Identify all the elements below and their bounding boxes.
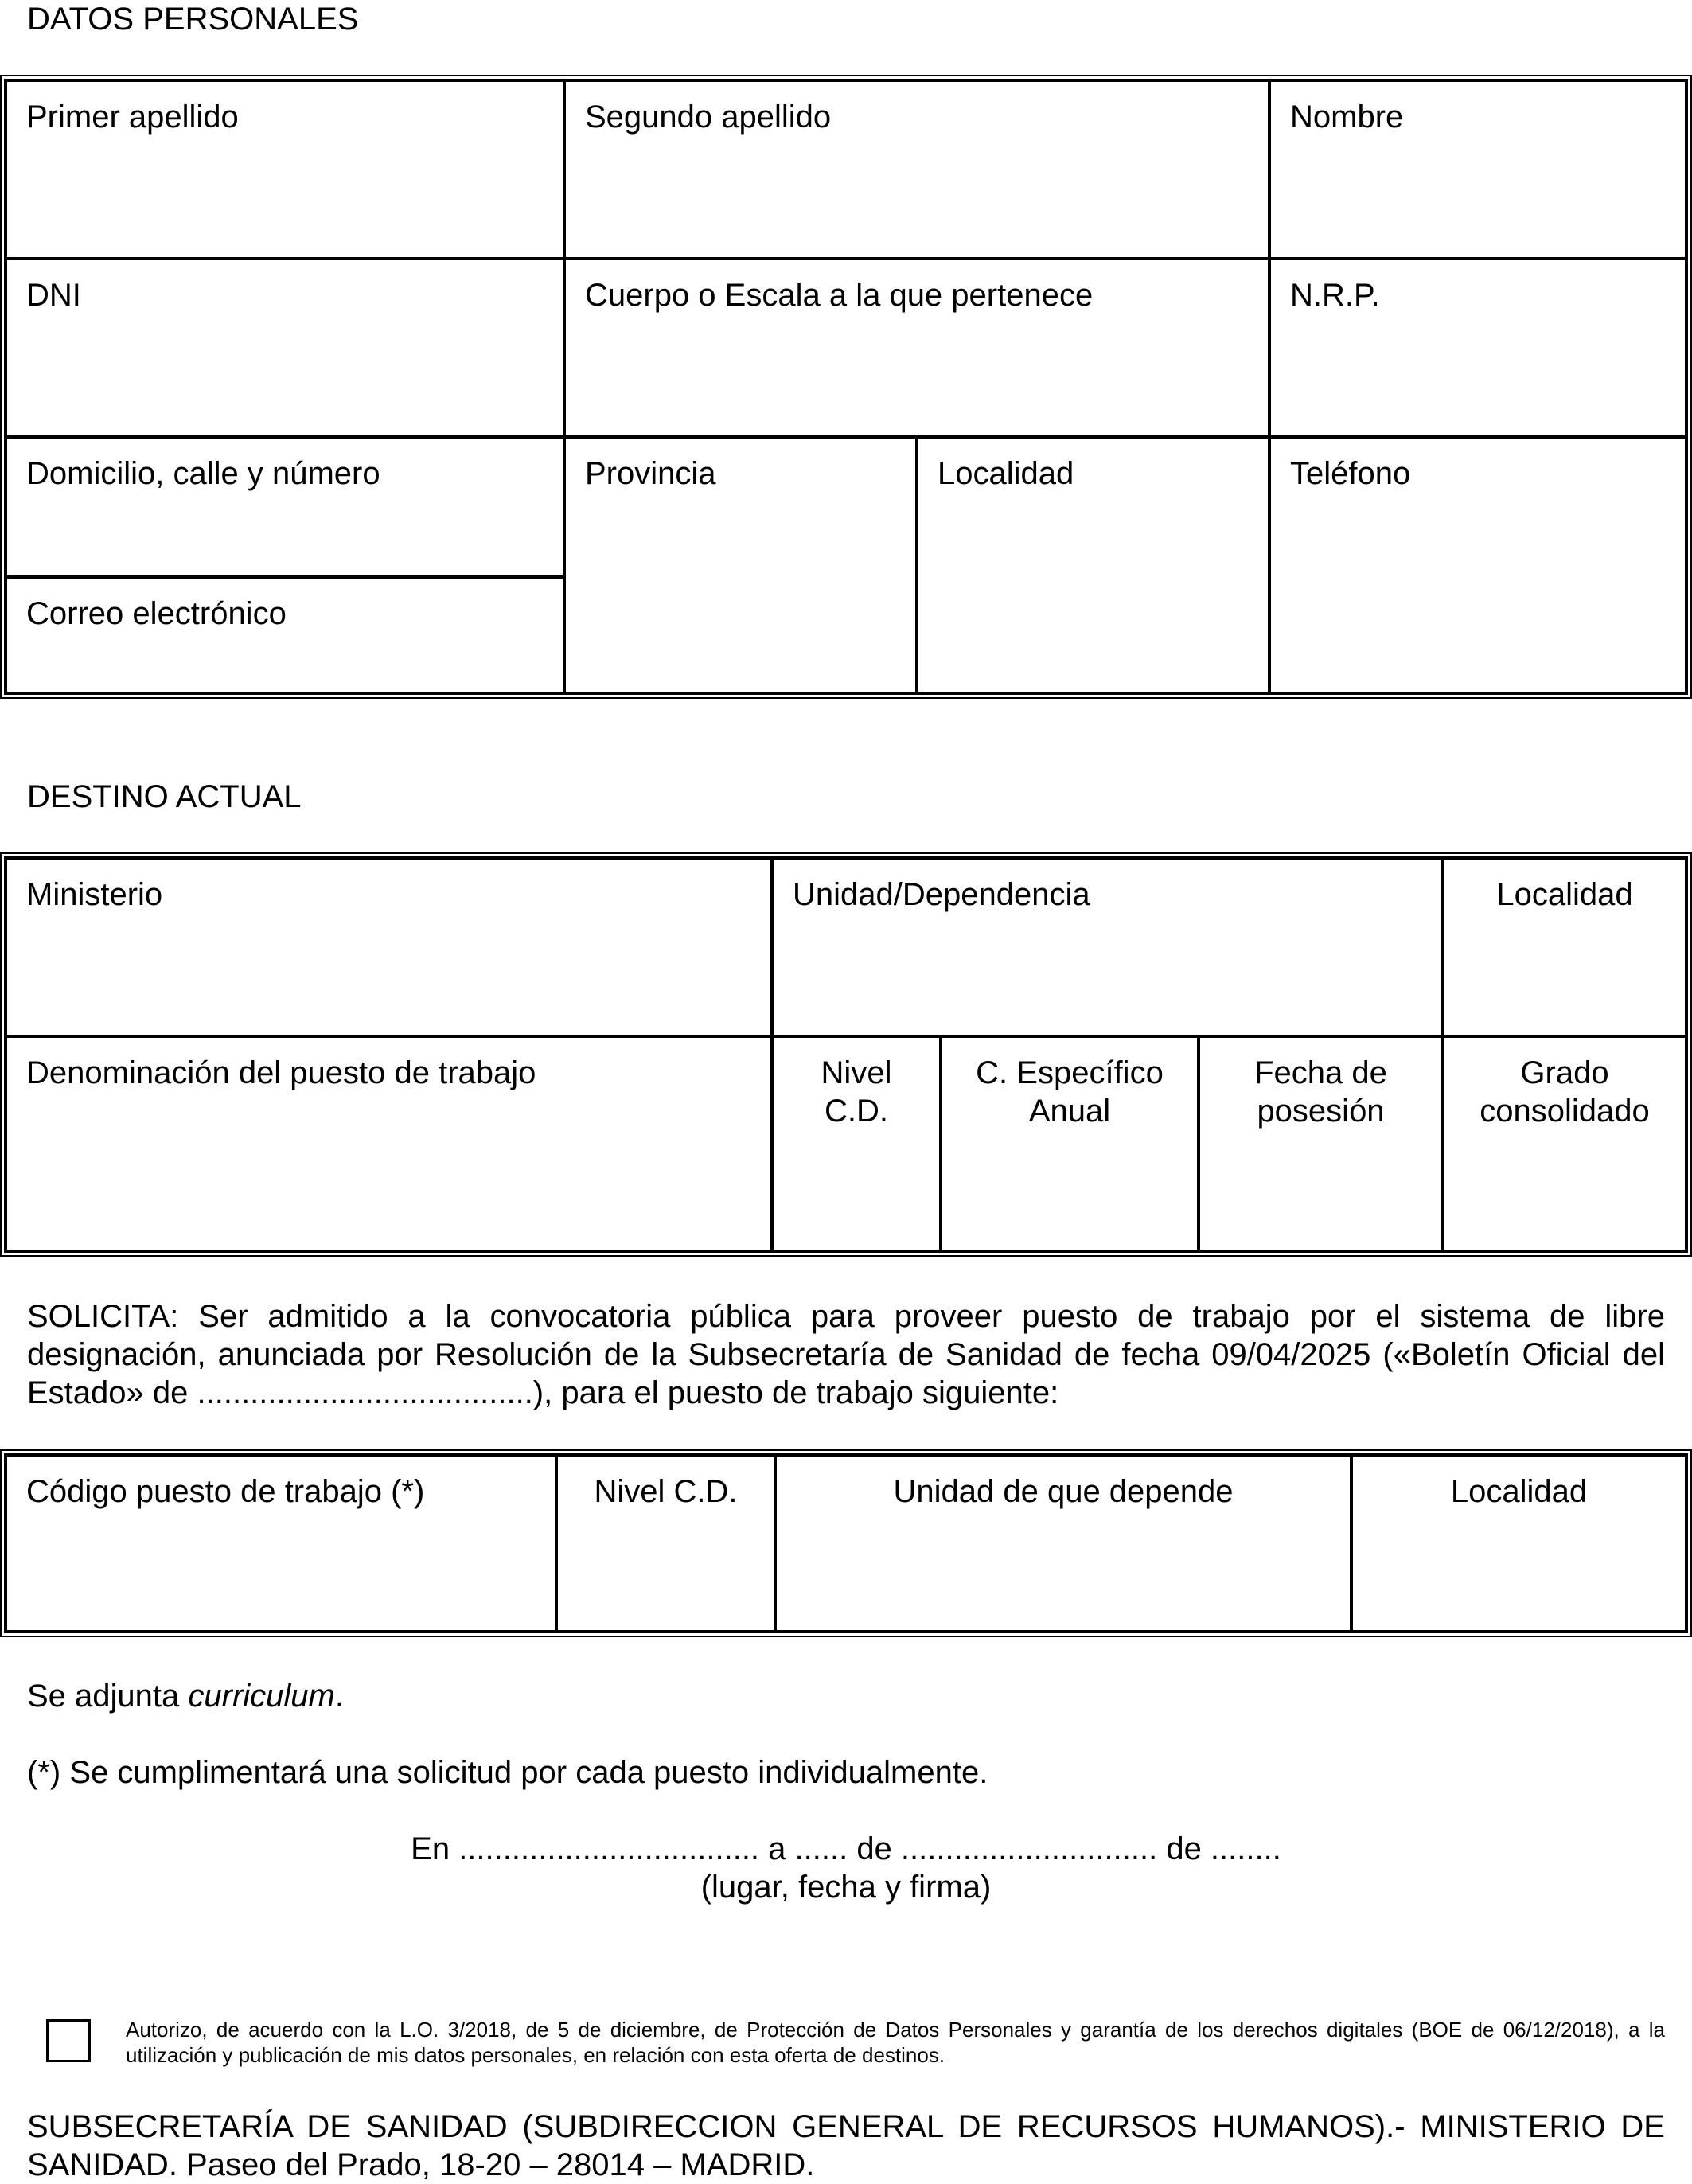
signature-caption: (lugar, fecha y firma): [700, 1870, 992, 1905]
unidad-depende-field[interactable]: [775, 1455, 1351, 1632]
consent-text: Autorizo, de acuerdo con la L.O. 3/2018, de 5 de diciembre, de Protección de Datos Personales y garantía de los derechos digitales (BOE de 06/12/2018), a la utilización y publicación de mis datos personales, en relación con esta oferta de destinos.: [126, 2018, 1665, 2067]
dni-field[interactable]: [6, 259, 564, 437]
cuerpo-escala-label: Cuerpo o Escala a la que pertenece: [585, 278, 1094, 313]
nombre-field[interactable]: [1269, 80, 1686, 259]
primer-apellido-label: Primer apellido: [26, 99, 239, 135]
fecha-posesion-label-line2: posesión: [1257, 1094, 1385, 1129]
ministerio-field[interactable]: [6, 858, 772, 1036]
asterisk-note: (*) Se cumplimentará una solicitud por cada puesto individualmente.: [27, 1755, 988, 1790]
puesto-nivel-cd-field[interactable]: [556, 1455, 775, 1632]
puesto-localidad-field[interactable]: [1351, 1455, 1686, 1632]
domicilio-label: Domicilio, calle y número: [26, 456, 380, 491]
curriculum-note-prefix: Se adjunta: [27, 1679, 189, 1714]
especifico-label-line2: Anual: [1028, 1094, 1111, 1129]
nivel-cd-label-line1: Nivel: [821, 1055, 892, 1090]
personal-data-table: [0, 75, 1692, 699]
especifico-anual-field[interactable]: [941, 1036, 1199, 1251]
denominacion-field[interactable]: [6, 1036, 772, 1251]
curriculum-note-italic: curriculum: [188, 1679, 335, 1714]
puesto-nivel-cd-label: Nivel C.D.: [594, 1474, 738, 1509]
personal-data-heading: DATOS PERSONALES: [27, 2, 359, 37]
correo-label: Correo electrónico: [26, 596, 287, 631]
signature-line: En .................................. a ...... de ............................. de ........: [411, 1831, 1281, 1866]
provincia-label: Provincia: [585, 456, 716, 491]
requested-post-table: [0, 1449, 1692, 1637]
localidad-field[interactable]: [917, 437, 1269, 693]
segundo-apellido-field[interactable]: [564, 80, 1269, 259]
fecha-posesion-label-line1: Fecha de: [1254, 1055, 1387, 1090]
segundo-apellido-label: Segundo apellido: [585, 99, 832, 135]
correo-field[interactable]: [6, 577, 564, 693]
localidad-label: Localidad: [938, 456, 1074, 491]
nivel-cd-field[interactable]: [772, 1036, 941, 1251]
grado-consolidado-field[interactable]: [1443, 1036, 1686, 1251]
unidad-dependencia-field[interactable]: [772, 858, 1443, 1036]
nrp-field[interactable]: [1269, 259, 1686, 437]
curriculum-note: [27, 1677, 1665, 1715]
telefono-label: Teléfono: [1290, 456, 1411, 491]
grado-label-line1: Grado: [1520, 1055, 1609, 1090]
consent-checkbox[interactable]: [46, 2019, 91, 2062]
solicita-paragraph: SOLICITA: Ser admitido a la convocatoria pública para proveer puesto de trabajo por el sistema de libre designación, anunciada por Resolución de la Subsecretaría de Sanidad de fecha 09/04/2025 («Boletín Oficial del Estado» de ......................................), para el puesto de trabajo siguiente:: [27, 1299, 1665, 1410]
primer-apellido-field[interactable]: [6, 80, 564, 259]
domicilio-field[interactable]: [6, 437, 564, 577]
denominacion-label: Denominación del puesto de trabajo: [26, 1055, 536, 1090]
dni-label: DNI: [26, 278, 81, 313]
unidad-depende-label: Unidad de que depende: [893, 1474, 1234, 1509]
cuerpo-escala-field[interactable]: [564, 259, 1269, 437]
curriculum-note-suffix: .: [334, 1679, 344, 1714]
ministerio-label: Ministerio: [26, 877, 163, 912]
telefono-field[interactable]: [1269, 437, 1686, 693]
current-post-heading: DESTINO ACTUAL: [27, 779, 302, 814]
destino-localidad-label: Localidad: [1496, 877, 1633, 912]
codigo-puesto-label: Código puesto de trabajo (*): [26, 1474, 425, 1509]
fecha-posesion-field[interactable]: [1199, 1036, 1443, 1251]
nrp-label: N.R.P.: [1290, 278, 1380, 313]
especifico-label-line1: C. Específico: [976, 1055, 1164, 1090]
unidad-dependencia-label: Unidad/Dependencia: [793, 877, 1090, 912]
grado-label-line2: consolidado: [1480, 1094, 1650, 1129]
puesto-localidad-label: Localidad: [1450, 1474, 1588, 1509]
destino-localidad-field[interactable]: [1443, 858, 1686, 1036]
current-post-table: [0, 852, 1692, 1257]
codigo-puesto-field[interactable]: [6, 1455, 556, 1632]
provincia-field[interactable]: [564, 437, 917, 693]
footer-address: SUBSECRETARÍA DE SANIDAD (SUBDIRECCION GENERAL DE RECURSOS HUMANOS).- MINISTERIO DE SANIDAD. Paseo del Prado, 18-20 – 28014 – MADRID.: [27, 2109, 1665, 2182]
nombre-label: Nombre: [1290, 99, 1404, 135]
nivel-cd-label-line2: C.D.: [825, 1094, 888, 1129]
